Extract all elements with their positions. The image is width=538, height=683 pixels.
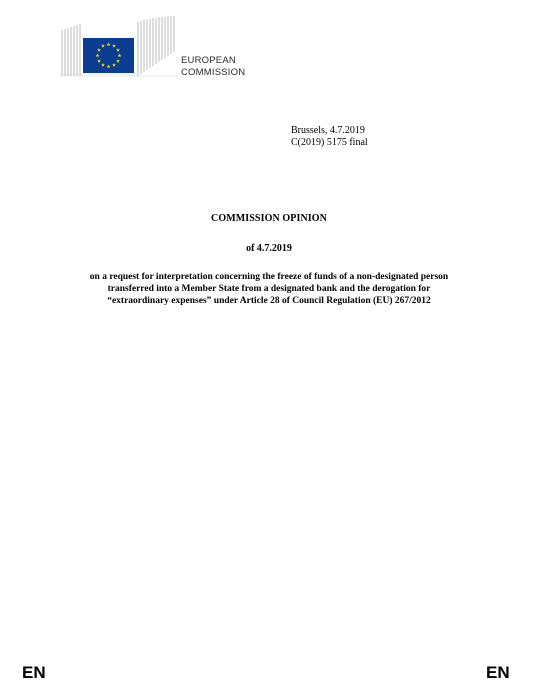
subject-line: on a request for interpretation concerning the freeze of funds of a non-designated person [89, 272, 449, 282]
document-subject [30, 271, 508, 307]
document-reference [291, 125, 368, 148]
european-commission-logo [60, 16, 178, 78]
subject-line: “extraordinary expenses” under Article 28 of Council Regulation (EU) 267/2012 [107, 296, 431, 306]
place-and-date: Brussels, 4.7.2019 [291, 125, 365, 136]
organisation-name-line2: COMMISSION [181, 67, 246, 78]
document-date: of 4.7.2019 [246, 243, 292, 254]
european-commission-logo-icon [60, 16, 178, 78]
organisation-name [181, 55, 245, 79]
document-number: C(2019) 5175 final [291, 136, 368, 148]
subject-line: transferred into a Member State from a designated bank and the derogation for [107, 284, 431, 294]
document-title: COMMISSION OPINION [211, 213, 327, 224]
language-code-right: EN [486, 663, 510, 682]
language-code-left: EN [22, 663, 46, 682]
organisation-name-line1: EUROPEAN [181, 55, 236, 66]
